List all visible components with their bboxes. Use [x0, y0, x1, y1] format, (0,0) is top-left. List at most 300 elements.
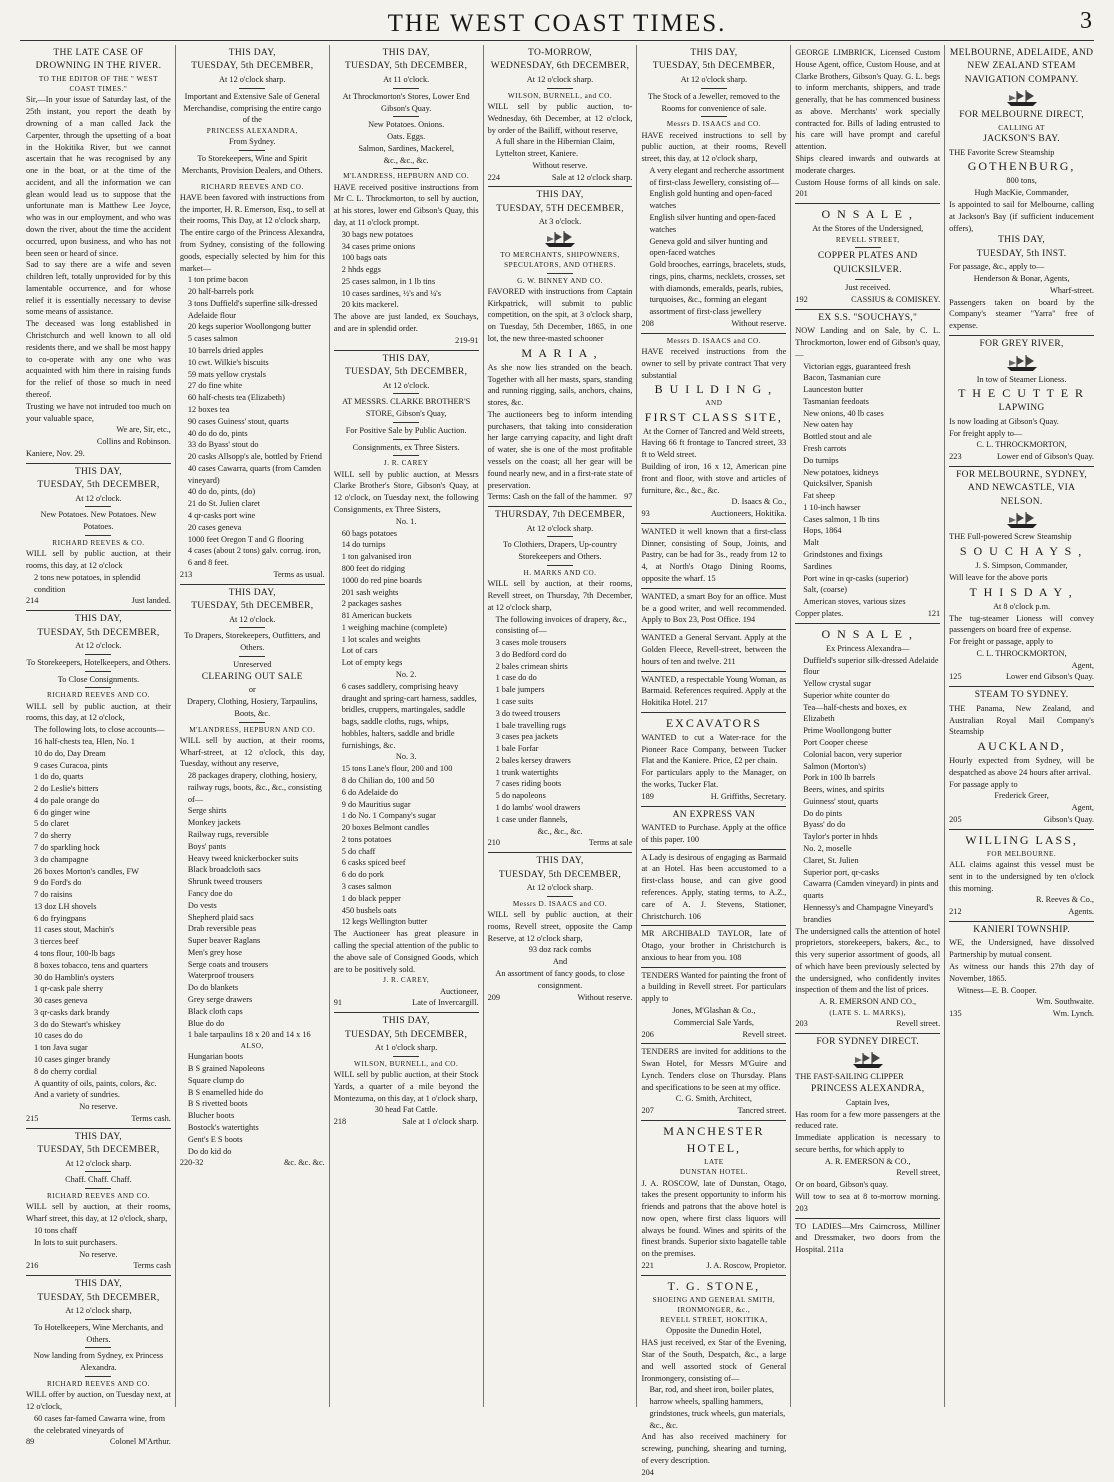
ad-item: 28 packages drapery, clothing, hosiery, railway rugs, boots, &c., &c., consisting of—: [187, 771, 322, 804]
ad-item: Cases salmon, 1 lb tins: [803, 514, 880, 524]
ad-item: 10 tons chaff: [34, 1226, 78, 1236]
ad-centered-line: A. R. EMERSON AND CO.,: [819, 997, 917, 1007]
ad-display-line: AUCKLAND,: [977, 739, 1066, 754]
ad-centered-line: C. L. THROCKMORTON,: [976, 648, 1067, 658]
ad-paragraph: Hourly expected from Sydney, will be despatched as above 24 hours after arrival.: [949, 756, 1095, 777]
divider: [85, 671, 111, 672]
ad-footer-left: 224: [487, 172, 501, 182]
ad-display-line: S O U C H A Y S ,: [959, 544, 1084, 559]
ad-item: 90 cases Guiness' stout, quarts: [187, 416, 289, 426]
ad-item: 7 do raisins: [34, 890, 73, 900]
ad-item: Grindstones and fixings: [803, 550, 883, 560]
ad-paragraph: WILL sell by public auction, to-Wednesday, 6th December, at 12 o'clock, by order of the Bailiff, without reserve,: [487, 101, 633, 135]
ad-item: Pork in 100 lb barrels: [803, 773, 876, 783]
divider: [393, 1056, 419, 1057]
ad-small-caps: SHOEING AND GENERAL SMITH, IRONMONGER, &c.,: [652, 1295, 776, 1315]
divider: [547, 88, 573, 89]
ad-centered-line: Oats. Eggs.: [387, 132, 426, 142]
ad-item: Tasmanian feedoats: [803, 396, 869, 406]
ad-item: Men's grey hose: [187, 947, 242, 957]
ad-item: No. 2, moselle: [803, 844, 852, 854]
ad-item: 6 casks spiced beef: [341, 858, 406, 868]
ad-footer: [641, 318, 786, 330]
ad-item: Blucher boots: [187, 1111, 235, 1121]
ad-item: Geneva gold and silver hunting and open-faced watches: [649, 236, 768, 258]
ad-paragraph: THE Full-powered Screw Steamship: [949, 532, 1072, 542]
advertisement: [641, 967, 786, 1044]
ad-footer-right: Gibson's Quay.: [1043, 815, 1095, 825]
ad-signature: Revell street,: [896, 1168, 941, 1178]
ad-footer: [641, 508, 786, 520]
ad-item: 1000 do red pine boards: [341, 575, 422, 585]
ad-item: 2 hhds eggs: [341, 265, 381, 275]
divider: [855, 247, 881, 248]
ad-paragraph: A Lady is desirous of engaging as Barmaid at an Hotel. Has been accustomed to a first-class house, and can give good references. Apply, stating terms, to A.Z., care of A. J. Stevens, Stationer, Christchurch. 106: [641, 852, 787, 921]
ad-centered-line: At Throckmorton's Stores, Lower End Gibson's Quay.: [342, 91, 470, 113]
ad-item: 4 tons flour, 100-lb bags: [34, 949, 116, 958]
ad-heading: FOR GREY RIVER,: [979, 339, 1064, 350]
advertisement: [26, 1128, 171, 1275]
ad-small-caps: M'LANDRESS, HEPBURN AND CO.: [189, 725, 316, 734]
ad-paragraph: For particulars apply to the Manager, on the works, Tucker Flat.: [641, 768, 787, 789]
ad-item: 1 bale tarpaulins 18 x 20 and 14 x 16: [187, 1030, 311, 1040]
ad-centered-line: At 12 o'clock sharp.: [526, 883, 594, 893]
ad-heading: TO-MORROW,: [528, 48, 592, 58]
ad-item: Victorian eggs, guaranteed fresh: [803, 361, 911, 371]
ad-item: Salmon (Morton's): [803, 761, 866, 771]
ad-item: Duffield's superior silk-dressed Adelaide flour: [803, 655, 939, 677]
divider: [85, 687, 111, 688]
advertisement: [641, 523, 786, 588]
ad-paragraph: Or on board, Gibson's quay.: [795, 1180, 888, 1190]
ad-centered-line: At 3 o'clock.: [538, 217, 582, 227]
ad-centered-line: Just received.: [845, 283, 891, 293]
ad-item: Drab reversible peas: [187, 924, 257, 934]
ad-item: New onions, 40 lb cases: [803, 408, 884, 418]
advertisement: [488, 506, 633, 852]
ad-centered-line: To Storekeepers, Wine and Spirit Merchants, Provision Dealers, and Others.: [181, 154, 323, 175]
ad-paragraph: For passage apply to: [949, 779, 1018, 789]
ad-small-caps: RICHARD REEVES AND CO.: [47, 1380, 150, 1389]
ad-item: 1 do do, quarts: [34, 772, 84, 782]
ad-centered-line: 30 head Fat Cattle.: [374, 1105, 438, 1115]
ad-paragraph: Building of iron, 16 x 12, American pine front and floor, with stove and articles of furniture, &c., &c., &c.: [641, 462, 787, 495]
ad-item: Waterproof trousers: [187, 971, 254, 981]
ad-small-caps: TO THE EDITOR OF THE " WEST COAST TIMES.": [38, 74, 159, 94]
ad-line: Kaniere, Nov. 29.: [26, 448, 85, 458]
divider: [393, 116, 419, 117]
ad-footer-left: 135: [949, 1009, 962, 1019]
divider: [85, 1319, 111, 1320]
ad-centered-line: To Close Consignments.: [57, 674, 140, 684]
ad-item: 1 case do do: [495, 673, 537, 683]
masthead-rule: [20, 40, 1094, 41]
ad-paragraph: WILL sell by public auction, at their rooms, this day, at 12 o'clock,: [26, 701, 171, 723]
ad-centered-line: 800 tons,: [1006, 176, 1037, 186]
divider: [85, 1171, 111, 1172]
ad-footer-left: 214: [26, 596, 39, 606]
ad-signature: D. Isaacs & Co.,: [731, 497, 787, 507]
advertisement: [641, 45, 786, 333]
ad-paragraph: Sad to say there are a wife and seven children left, totally unprovided for by this lamentable occurrence, and for whose relief it is essentially necessary to devise some means of assistance.: [26, 260, 171, 317]
ad-item: 3 do Bedford cord do: [495, 649, 567, 659]
advertisement: [641, 1275, 786, 1482]
ad-heading: THURSDAY, 7th DECEMBER,: [495, 510, 625, 521]
ad-footer: [180, 569, 325, 581]
ad-item: 6 do Adelaide do: [341, 787, 399, 797]
ad-item: Launceston butter: [803, 385, 863, 395]
advertisement: [795, 1218, 940, 1259]
ad-centered-line: J. S. Simpson, Commander,: [975, 561, 1068, 571]
ad-item: 7 cases riding boots: [495, 779, 562, 789]
ad-small-caps: G. W. BINNEY AND CO.: [517, 276, 603, 285]
ad-item: Byass' do do: [803, 820, 846, 830]
ad-small-caps: RICHARD REEVES AND CO.: [47, 691, 150, 700]
ad-item: 1 weighing machine (complete): [341, 622, 448, 632]
ad-item: 30 cases geneva: [34, 996, 88, 1006]
ad-item: Superior white counter do: [803, 690, 890, 700]
divider: [393, 393, 419, 394]
ship-icon: [488, 228, 633, 250]
ad-item: 3 do champagne: [34, 854, 89, 864]
ad-centered-line: Without reserve.: [532, 160, 588, 170]
ad-heading: THIS DAY,: [382, 1016, 430, 1027]
ad-small-caps: RICHARD REEVES AND CO.: [200, 182, 304, 191]
ad-item: 16 half-chests tea, Hlen, No. 1: [34, 736, 135, 746]
ad-display-line: FIRST CLASS SITE,: [644, 409, 783, 424]
ship-icon: [795, 1049, 940, 1071]
ad-item: A quantity of oils, paints, colors, &c.: [34, 1078, 157, 1088]
ad-centered-line: To Storekeepers, Hotelkeepers, and Others.: [26, 657, 171, 667]
advertisement: [641, 1043, 786, 1120]
ad-footer-right: J. A. Roscow, Propietor.: [706, 1260, 787, 1270]
ship-icon: [949, 352, 1094, 374]
ad-item: 1 case under flannels,: [495, 814, 568, 824]
ad-footer-right: Just landed.: [131, 596, 171, 606]
ad-item: 34 cases prime onions: [341, 241, 416, 251]
ad-centered-line: At the Stores of the Undersigned,: [812, 224, 924, 234]
ad-centered-line: No reserve.: [79, 1249, 118, 1259]
ad-footer-right: Revell street.: [896, 1019, 941, 1029]
ad-paragraph: For freight or passage, apply to: [949, 637, 1053, 647]
ad-small-caps: TO MERCHANTS, SHIPOWNERS, SPECULATORS, AND OTHERS.: [500, 251, 620, 270]
ad-display-line: T H E C U T T E R: [958, 386, 1086, 401]
ad-footer: [949, 814, 1094, 826]
ad-footer-left: 91: [333, 998, 343, 1008]
advertisement: [334, 1012, 479, 1131]
ad-centered-line: At 12 o'clock sharp.: [526, 523, 594, 533]
ad-item: Tea—half-chests and boxes, ex Elizabeth: [803, 702, 907, 724]
ad-display-line: B U I L D I N G ,: [654, 382, 774, 397]
ad-paragraph: J. A. ROSCOW, late of Dunstan, Otago, takes the present opportunity to inform his friends and patrons that the above hotel is now open, where first class liquors will always be found. Wines and spirits of the finest brands. Superior sixto bagatelle table on the premises.: [641, 1178, 787, 1259]
ad-small-caps: Messrs D. ISAACS and CO.: [512, 899, 608, 908]
ad-item: Black broadcloth sacs: [187, 865, 261, 875]
ad-centered-line: At 12 o'clock sharp.: [526, 74, 594, 84]
ad-item: 20 casks Allsopp's ale, bottled by Friend: [187, 452, 322, 462]
ad-item: Colonial bacon, very superior: [803, 749, 902, 759]
advertisement: [949, 686, 1094, 829]
ad-small-caps: M'LANDRESS, HEPBURN AND CO.: [343, 172, 470, 181]
ad-item: New oaten hay: [803, 420, 854, 430]
ad-heading: FOR MELBOURNE DIRECT,: [959, 110, 1084, 121]
ad-footer-right: Terms cash.: [131, 1113, 171, 1123]
ad-footer-right: Tancred street.: [737, 1106, 787, 1116]
ad-centered-line: To Clothiers, Drapers, Up-country Storekeepers and Others.: [503, 540, 617, 562]
ad-centered-line: A. R. EMERSON & CO.,: [824, 1156, 911, 1166]
ad-heading: TUESDAY, 5TH DECEMBER,: [496, 203, 624, 214]
ad-item: 1 do No. 1 Company's sugar: [341, 811, 436, 821]
advertisement: [641, 806, 786, 849]
ad-centered-line: An assortment of fancy goods, to close consignment.: [495, 969, 625, 990]
ad-centered-line: Important and Extensive Sale of General Merchandise, comprising the entire cargo of the: [183, 91, 322, 125]
ad-item: Fresh carrots: [803, 444, 847, 454]
ad-paragraph: TENDERS are invited for additions to the Swan Hotel, for Messrs M'Guire and Lynch. Tenders close on Thursday. Plans and specifications to be seen at my office.: [641, 1047, 787, 1092]
ad-footer-right: Late of Invercargill.: [412, 998, 479, 1008]
ad-heading: COPPER PLATES AND QUICKSILVER.: [817, 251, 918, 275]
ad-paragraph: MR ARCHIBALD TAYLOR, late of Otago, your brother in Christchurch is anxious to hear from you. 108: [641, 929, 787, 962]
ad-item: 6 cases saddlery, comprising heavy draught and spring-cart harness, saddles, bridles, cruppers, martingales, saddle bags, saddle cloths, rugs, whips, hobbles, halters, saddle and bridle furnishings, &c.: [341, 681, 477, 750]
ad-centered-line: Frederick Greer,: [994, 791, 1049, 801]
advertisement: [180, 45, 325, 584]
ad-item: A very elegant and recherche assortment of first-class Jewellery, consisting of—: [649, 165, 785, 187]
ad-centered-line: And: [552, 957, 568, 967]
ad-centered-line: At 12 o'clock.: [75, 493, 122, 503]
ad-footer-right: Terms at sale: [588, 838, 633, 848]
divider: [393, 168, 419, 169]
advertisement: [795, 309, 940, 623]
ad-footer-left: 207: [641, 1106, 654, 1116]
ad-paragraph: ALL claims against this vessel must be sent in to the undersigned by ten o'clock this morning.: [949, 860, 1095, 893]
ad-footer-right: &c. &c. &c.: [283, 1158, 325, 1168]
ad-paragraph: HAS just received, ex Star of the Evening, Star of the South, Despatch, &c., a large and well assorted stock of General Ironmongery, consisting of—: [641, 1338, 787, 1383]
ad-item: 450 bushels oats: [341, 905, 397, 915]
ad-paragraph: Will leave for the above ports: [949, 572, 1048, 582]
ad-small-caps: WILSON, BURNELL, and CO.: [354, 1059, 459, 1068]
ad-centered-line: No. 2.: [395, 669, 417, 679]
ad-heading: KANIERI TOWNSHIP.: [973, 924, 1070, 935]
ad-paragraph: WANTED a General Servant. Apply at the Golden Fleece, Revell-street, between the hours of ten and twelve. 211: [641, 633, 787, 666]
ad-centered-line: At 1 o'clock sharp.: [374, 1043, 438, 1053]
divider: [239, 722, 265, 723]
ad-item: Blue do do: [187, 1018, 225, 1028]
ad-heading: TUESDAY, 5th DECEMBER,: [37, 480, 160, 491]
ad-paragraph: FAVORED with instructions from Captain Kirkpatrick, will submit to public competition, on the spit, at 3 o'clock sharp, on Tuesday, 5th December, 1865, in one lot, the new three-masted schooner: [487, 286, 633, 343]
ad-centered-line: AT MESSRS. CLARKE BROTHER'S STORE, Gibson's Quay,: [342, 397, 471, 419]
ad-item: Bostock's watertights: [187, 1123, 259, 1133]
divider: [85, 1347, 111, 1348]
advertisement: [949, 829, 1094, 921]
ad-centered-line: Ex Princess Alexandra—: [826, 643, 910, 653]
ad-display-line: EXCAVATORS: [665, 715, 762, 730]
ad-item: 14 do turnips: [341, 540, 386, 550]
ad-footer-right: CASSIUS & COMISKEY.: [851, 294, 941, 304]
advertisement: [488, 45, 633, 186]
advertisement: [26, 1275, 171, 1451]
divider: [547, 536, 573, 537]
ad-item: B S rivetted boots: [187, 1099, 248, 1109]
ad-display-line: M A R I A ,: [521, 345, 599, 360]
ad-item: 59 mats yellow crystals: [187, 369, 266, 379]
advertisement: [641, 671, 786, 712]
ad-item: Gent's E S boots: [187, 1134, 243, 1144]
ad-item: Lot of cars: [341, 646, 378, 656]
ad-footer-left: 208: [641, 319, 654, 329]
ad-paragraph: WILL offer by auction, on Tuesday next, at 12 o'clock,: [26, 1390, 171, 1412]
ad-heading: TUESDAY, 5th DECEMBER,: [37, 627, 160, 638]
ad-heading: AN EXPRESS VAN: [672, 809, 756, 820]
ad-footer: [26, 1260, 171, 1272]
ad-footer-left: 89: [26, 1437, 35, 1447]
ad-item: 3 tons Duffield's superfine silk-dressed Adelaide flour: [187, 298, 318, 320]
ad-item: 1 ton Java sugar: [34, 1043, 88, 1053]
ad-item: Fat sheep: [803, 491, 835, 501]
ad-heading: TUESDAY, 5th DECEMBER,: [345, 1029, 468, 1040]
ad-item: 6 do fryingpans: [34, 913, 87, 923]
ad-item: 40 do do do, pints: [187, 428, 248, 438]
ad-footer: [488, 172, 633, 184]
ad-centered-line: Opposite the Dunedin Hotel,: [666, 1326, 762, 1336]
advertisement: [641, 1120, 786, 1275]
ad-item: 7 do sherry: [34, 831, 72, 841]
ad-item: 1 bale jumpers: [495, 685, 545, 695]
advertisement: [949, 921, 1094, 1023]
ad-footer: [949, 451, 1094, 463]
advertisement: [641, 849, 786, 926]
ad-item: 10 barrels dried apples: [187, 346, 264, 356]
advertisement: [334, 350, 479, 1012]
ad-footer: [795, 1018, 940, 1030]
ad-item: Boys' pants: [187, 841, 227, 851]
ad-footer: [26, 1113, 171, 1125]
advertisement: [949, 466, 1094, 686]
ad-footer-right: Revell street.: [742, 1029, 787, 1039]
ad-item: Witness—E. B. Cooper.: [957, 985, 1037, 995]
ad-footer: [488, 837, 633, 849]
advertisement: [641, 629, 786, 670]
divider: [547, 896, 573, 897]
ad-item: 4 cases (about 2 tons) galv. corrug. iron, 6 and 8 feet.: [187, 546, 321, 568]
column-7: [944, 45, 1098, 1407]
ad-item: 800 feet do ridging: [341, 563, 406, 573]
ad-item: 2 bales kersey drawers: [495, 755, 571, 765]
ad-paragraph: WILL sell by public auction, at Messrs Clarke Brother's Store, Gibson's Quay, at 12 o'clock, on Tuesday next, the following Consignments, ex Three Sisters,: [333, 469, 479, 515]
column-6: [790, 45, 944, 1407]
ad-small-caps: RICHARD REEVES AND CO.: [47, 1192, 150, 1201]
ad-footer-left: 216: [26, 1261, 39, 1271]
ad-paragraph: WE, the Undersigned, have dissolved Partnership by mutual consent.: [949, 938, 1095, 960]
ad-item: 13 doz LH shovels: [34, 901, 97, 911]
ad-item: 4 qr-casks port wine: [187, 510, 256, 520]
ad-footer-right: Without reserve.: [577, 992, 633, 1002]
ad-item: 10 do do, Day Dream: [34, 748, 106, 758]
ad-footer-left: 125: [949, 672, 962, 682]
ad-item: 1 bale Forfar: [495, 744, 539, 754]
ad-footer-right: Auctioneers, Hokitika.: [710, 509, 787, 519]
ad-item: Quicksilver, Spanish: [803, 479, 873, 489]
ad-footer-right: Without reserve.: [731, 319, 787, 329]
ad-heading: TUESDAY, 5th DECEMBER,: [652, 61, 775, 72]
ad-signature: Agent,: [1071, 660, 1095, 670]
ad-centered-line: To Drapers, Storekeepers, Outfitters, and Others.: [184, 631, 321, 653]
ad-item: 60 bags potatoes: [341, 528, 398, 538]
ad-paragraph: As she now lies stranded on the beach. Together with all her masts, spars, standing and running rigging, sails, anchors, chains, stores, &c.: [487, 362, 633, 408]
advertisement: [334, 45, 479, 350]
ad-footer: [949, 906, 1094, 918]
ad-paragraph: HAVE been favored with instructions from the importer, H. R. Emerson, Esq., to sell at their rooms, This Day, at 12 o'clock sharp,: [179, 192, 325, 226]
ad-heading: STEAM TO SYDNEY.: [974, 690, 1069, 701]
ad-item: Hops, 1864: [803, 526, 842, 536]
ad-item: 20 half-barrels pork: [187, 287, 254, 297]
ad-footer: [641, 1260, 786, 1272]
advertisement: [180, 584, 325, 1172]
ad-paragraph: WANTED it well known that a first-class Dinner, consisting of Soup, Joints, and Pastry, can be had for 3s., ready from 12 to 4, at North's Otago Dining Rooms, opposite the wharf. 15: [641, 526, 787, 584]
ad-paragraph: WANTED to Purchase. Apply at the office of this paper. 100: [641, 823, 787, 844]
ad-display-line: T. G. STONE,: [667, 1278, 761, 1293]
ad-footer-left: Copper plates.: [795, 608, 844, 618]
ad-centered-line: At 11 o'clock.: [383, 74, 430, 84]
ad-item: Taylor's porter in hhds: [803, 832, 878, 842]
ad-heading: THIS DAY,: [74, 614, 122, 625]
ad-small-caps: REVELL STREET, HOKITIKA,: [660, 1316, 768, 1325]
advertisement: [488, 852, 633, 1006]
column-1: [22, 45, 175, 1447]
ad-item: Port wine in qr-casks (superior): [803, 573, 909, 583]
ad-footer: [488, 491, 633, 503]
ad-item: 25 cases salmon, in 1 lb tins: [341, 276, 436, 286]
ad-item: 60 cases far-famed Cawarra wine, from the celebrated vineyards of: [34, 1413, 166, 1435]
divider: [239, 88, 265, 89]
ad-item: Bottled stout and ale: [803, 432, 872, 442]
ad-heading: EX S.S. "SOUCHAYS,": [818, 312, 918, 323]
column-4: [483, 45, 637, 1407]
ad-footer: [334, 997, 479, 1009]
advertisement: [795, 45, 940, 203]
ad-footer-left: 192: [795, 294, 808, 304]
ad-centered-line: No reserve.: [79, 1102, 118, 1112]
ad-item: Cawarra (Camden vineyard) in pints and quarts: [803, 879, 939, 901]
ad-centered-line: Salmon, Sardines, Mackerel,: [358, 143, 454, 153]
ad-heading: THE LATE CASE OF DROWNING IN THE RIVER.: [35, 48, 162, 72]
ad-heading: THIS DAY,: [228, 48, 276, 58]
divider: [85, 1376, 111, 1377]
ad-footer-left: 189: [641, 791, 654, 801]
ad-paragraph: WILL sell by public auction, at their rooms, this day, at 12 o'clock: [26, 549, 171, 570]
ad-signature: We are, Sir, etc.,: [116, 425, 171, 435]
ad-paragraph: Passengers taken on board by the Company's steamer "Yarra" free of expense.: [949, 297, 1095, 331]
ad-item: 60 half-chests tea (Elizabeth): [187, 393, 285, 403]
ad-small-caps: WILSON, BURNELL, and CO.: [507, 91, 613, 100]
ad-centered-line: Captain Ives,: [845, 1097, 890, 1107]
column-5: [636, 45, 790, 1477]
ad-item: Salt, (coarse): [803, 585, 848, 595]
ad-item: 10 cases ginger brandy: [34, 1055, 111, 1065]
ad-centered-line: No. 3.: [395, 752, 417, 762]
ad-paragraph: WILL sell by auction, at their rooms, Wharf street, this day, at 12 o'clock, sharp,: [26, 1202, 171, 1224]
ad-item: Port Cooper cheese: [803, 738, 868, 748]
ad-paragraph: HAVE received instructions to sell by public auction, at their rooms, Revell street, this day, at 12 o'clock sharp,: [641, 130, 787, 164]
ad-item: English silver hunting and open-faced watches: [649, 213, 776, 234]
advertisement: [488, 186, 633, 506]
ad-footer-left: 204: [641, 1467, 654, 1477]
ad-heading: TUESDAY, 5th DECEMBER,: [37, 1145, 160, 1156]
ad-heading: TUESDAY, 5th DECEMBER,: [191, 601, 314, 612]
ad-small-caps: J. R. CAREY: [383, 459, 429, 468]
page-number: 3: [1080, 8, 1092, 34]
ad-centered-line: For Positive Sale by Public Auction.: [345, 425, 467, 435]
ad-footer-left: Terms: Cash on the fall of the hammer.: [487, 492, 617, 502]
divider: [393, 422, 419, 423]
ad-centered-line: 93 doz rack combs: [528, 945, 592, 955]
